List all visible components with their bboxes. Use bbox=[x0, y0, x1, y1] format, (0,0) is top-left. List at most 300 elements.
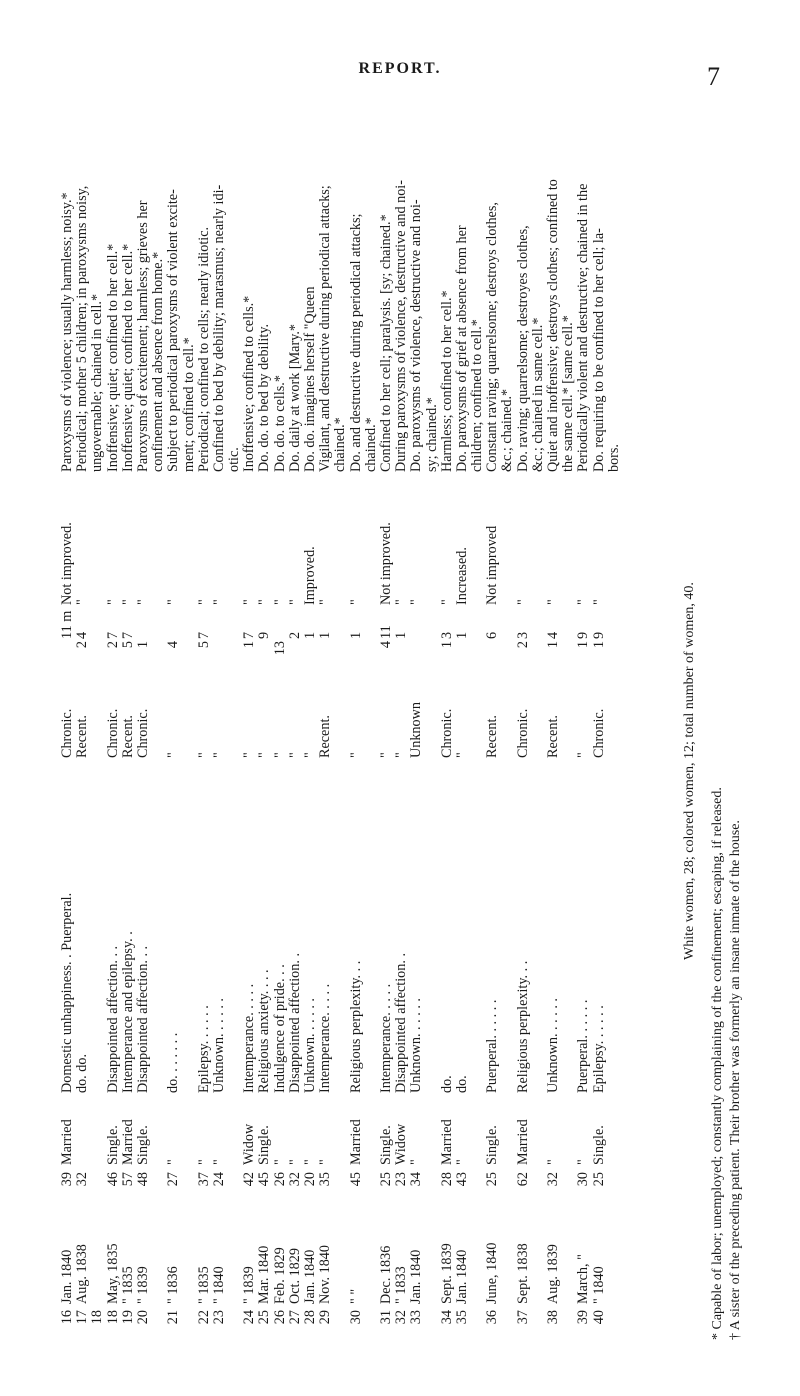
row-number: 38 bbox=[545, 1310, 561, 1325]
row-form bbox=[531, 678, 546, 758]
row-civil-state bbox=[333, 1097, 348, 1165]
row-months bbox=[364, 609, 379, 639]
row-civil-state bbox=[607, 1097, 622, 1165]
row-state: " bbox=[256, 599, 273, 605]
row-date bbox=[607, 1204, 622, 1304]
row-cause: do. bbox=[438, 1075, 455, 1093]
row-date: " 1840 bbox=[590, 1266, 607, 1304]
row-state: Not improved. bbox=[59, 522, 75, 605]
row-date bbox=[182, 1204, 197, 1304]
row-cause bbox=[182, 763, 197, 1093]
row-months: 4 bbox=[545, 631, 561, 639]
row-number bbox=[364, 1310, 379, 1340]
row-form: " bbox=[210, 752, 227, 758]
row-state bbox=[90, 475, 105, 605]
row-months bbox=[90, 609, 105, 639]
row-date: " " bbox=[347, 1288, 364, 1304]
row-form: Unknown bbox=[408, 702, 425, 758]
row-civil-state bbox=[182, 1097, 197, 1165]
row-civil-state: Single. bbox=[134, 1125, 151, 1165]
row-cause: Puerperal. . . . . . bbox=[484, 999, 501, 1093]
row-date: June, 1840 bbox=[484, 1242, 501, 1304]
row-remarks: Paroxysms of violence; usually harmless; noisy.* bbox=[59, 192, 75, 472]
row-civil-state: Single. bbox=[590, 1125, 607, 1165]
row-state bbox=[227, 475, 242, 605]
row-state: " bbox=[545, 599, 561, 605]
row-months: 3 bbox=[514, 631, 531, 639]
row-date bbox=[333, 1204, 348, 1304]
row-form: Recent. bbox=[74, 715, 91, 758]
row-date: Sept. 1838 bbox=[514, 1243, 531, 1304]
row-months bbox=[425, 609, 440, 639]
row-years bbox=[333, 641, 348, 675]
row-form bbox=[182, 678, 197, 758]
row-age bbox=[470, 1172, 485, 1200]
row-months: 1 bbox=[453, 631, 470, 639]
row-age: 30 bbox=[575, 1172, 592, 1187]
row-age: 46 bbox=[104, 1172, 121, 1187]
row-date: March, " bbox=[575, 1254, 592, 1304]
row-civil-state: Single. bbox=[104, 1125, 121, 1165]
row-form: " bbox=[271, 752, 288, 758]
row-remarks: Constant raving; quarrelsome; destroys clothes, bbox=[484, 202, 501, 472]
column-age bbox=[60, 1172, 622, 1200]
row-date: " 1833 bbox=[393, 1266, 410, 1304]
row-state: " bbox=[74, 599, 91, 605]
row-cause: Unknown. . . . . . bbox=[302, 998, 318, 1093]
row-remarks: Periodically violent and destructive; chained in the bbox=[575, 183, 592, 472]
row-number: 34 bbox=[438, 1310, 455, 1325]
row-date bbox=[500, 1204, 515, 1304]
row-remarks: Do. daily at work [Mary.* bbox=[286, 323, 303, 472]
row-age: 48 bbox=[134, 1172, 151, 1187]
row-remarks: ment; confined to cell.* bbox=[180, 337, 197, 472]
row-form bbox=[333, 678, 348, 758]
row-years: 4 bbox=[377, 641, 394, 649]
row-form: Recent. bbox=[545, 715, 561, 758]
row-date: Jan. 1840 bbox=[59, 1249, 75, 1304]
row-form bbox=[90, 678, 105, 758]
row-months bbox=[470, 609, 485, 639]
row-state: " bbox=[165, 599, 182, 605]
row-state bbox=[607, 475, 622, 605]
row-date: " 1840 bbox=[210, 1266, 227, 1304]
running-title: REPORT. bbox=[358, 60, 442, 77]
row-state: " bbox=[241, 599, 258, 605]
row-state: Improved. bbox=[302, 546, 318, 605]
row-date: " 1835 bbox=[119, 1266, 136, 1304]
row-number: 25 bbox=[256, 1310, 273, 1325]
row-remarks: Inoffensive; confined to cells.* bbox=[241, 295, 258, 472]
row-years: 1 bbox=[134, 641, 151, 649]
row-date: Feb. 1829 bbox=[271, 1247, 288, 1304]
row-months bbox=[212, 609, 227, 639]
row-months bbox=[227, 609, 242, 639]
row-years bbox=[60, 641, 75, 675]
page-number: 7 bbox=[707, 62, 720, 91]
row-cause: Religious perplexity. . . bbox=[347, 960, 364, 1093]
row-cause: Domestic unhappiness. . Puerperal. bbox=[59, 892, 75, 1093]
row-months bbox=[166, 609, 181, 639]
row-months: 11 m bbox=[59, 610, 75, 639]
row-civil-state: Married bbox=[514, 1119, 531, 1165]
column-date-admitted bbox=[60, 1204, 622, 1304]
row-number: 28 bbox=[302, 1310, 318, 1325]
row-months: 1 bbox=[393, 631, 410, 639]
row-years bbox=[561, 641, 576, 675]
row-remarks: &c.; chained.* bbox=[499, 388, 516, 472]
row-date: Aug. 1839 bbox=[545, 1244, 561, 1304]
row-months: 2 bbox=[286, 631, 303, 639]
row-age bbox=[90, 1172, 105, 1200]
row-age: 57 bbox=[119, 1172, 136, 1187]
row-state: " bbox=[134, 599, 151, 605]
row-form: " bbox=[165, 752, 182, 758]
row-civil-state bbox=[75, 1097, 90, 1165]
row-years: 2 bbox=[74, 641, 91, 649]
row-remarks: children; confined to cell.* bbox=[469, 319, 486, 472]
row-cause: Religious perplexity. . . bbox=[514, 960, 531, 1093]
row-cause bbox=[561, 763, 576, 1093]
row-remarks: chained.* bbox=[362, 417, 379, 472]
row-state: Increased. bbox=[453, 547, 470, 605]
row-date bbox=[364, 1204, 379, 1304]
row-form: Chronic. bbox=[134, 708, 151, 758]
row-remarks: bors. bbox=[605, 444, 622, 472]
row-state bbox=[531, 475, 546, 605]
row-cause: Disappointed affection. . . bbox=[104, 945, 121, 1093]
row-remarks: Vigilant, and destructive during periodical attacks; bbox=[317, 185, 334, 472]
row-months bbox=[409, 609, 424, 639]
row-cause bbox=[90, 763, 105, 1093]
row-cause bbox=[607, 763, 622, 1093]
row-civil-state: Single. bbox=[377, 1125, 394, 1165]
row-years bbox=[409, 641, 424, 675]
row-age: 20 bbox=[302, 1172, 318, 1187]
row-remarks: Inoffensive; quiet; confined to her cell.* bbox=[104, 243, 121, 472]
row-form: Recent. bbox=[317, 715, 334, 758]
row-state bbox=[333, 475, 348, 605]
row-form: Recent. bbox=[119, 715, 136, 758]
row-months: 4 bbox=[74, 631, 91, 639]
row-number: 19 bbox=[119, 1310, 136, 1325]
row-years bbox=[227, 641, 242, 675]
row-remarks: Do. do. to bed by debility. bbox=[256, 323, 273, 472]
row-years bbox=[288, 641, 303, 675]
row-date: Jan. 1840 bbox=[453, 1249, 470, 1304]
row-number bbox=[531, 1310, 546, 1340]
row-number: 23 bbox=[210, 1310, 227, 1325]
row-number: 30 bbox=[347, 1310, 364, 1325]
row-date bbox=[90, 1204, 105, 1304]
row-form bbox=[227, 678, 242, 758]
row-number: 17 bbox=[74, 1310, 91, 1325]
row-months: 1 bbox=[302, 631, 318, 639]
row-number bbox=[561, 1310, 576, 1340]
row-remarks: otic. bbox=[226, 447, 243, 472]
row-number: 29 bbox=[317, 1310, 334, 1325]
row-date: Oct. 1829 bbox=[286, 1248, 303, 1304]
row-age bbox=[333, 1172, 348, 1200]
row-age: 25 bbox=[377, 1172, 394, 1187]
footnote-2: † A sister of the preceding patient. Their brother was formerly an insane inmate of the house. bbox=[728, 820, 743, 1340]
row-months: 9 bbox=[575, 631, 592, 639]
row-years bbox=[318, 641, 333, 675]
row-years: 1 bbox=[575, 641, 592, 649]
row-civil-state: " bbox=[271, 1159, 288, 1165]
row-state bbox=[470, 475, 485, 605]
row-date bbox=[470, 1204, 485, 1304]
row-cause: Intemperance. . . . . bbox=[377, 983, 394, 1093]
row-age: 26 bbox=[271, 1172, 288, 1187]
row-remarks: Do. requiring to be confined to her cell; la- bbox=[590, 228, 607, 472]
row-months bbox=[151, 609, 166, 639]
footnote-1: * Capable of labor; unemployed; constantly complaining of the confinement; escaping, if released. bbox=[710, 787, 725, 1340]
row-remarks: chained.* bbox=[332, 417, 349, 472]
row-date: " 1836 bbox=[165, 1266, 182, 1304]
row-remarks: ungovernable; chained in cell.* bbox=[89, 293, 106, 472]
row-years: 1 bbox=[590, 641, 607, 649]
row-age bbox=[561, 1172, 576, 1200]
row-number bbox=[151, 1310, 166, 1340]
row-civil-state: " bbox=[317, 1159, 334, 1165]
row-number: 18 bbox=[89, 1310, 106, 1325]
row-civil-state: Single. bbox=[484, 1125, 501, 1165]
row-form: " bbox=[393, 752, 410, 758]
row-cause: Epilepsy. . . . . . bbox=[195, 1005, 212, 1093]
row-number: 21 bbox=[165, 1310, 182, 1325]
row-civil-state: Married bbox=[119, 1119, 136, 1165]
column-present-state bbox=[60, 475, 622, 605]
row-months: 11 bbox=[377, 625, 394, 639]
row-civil-state: " bbox=[575, 1159, 592, 1165]
row-civil-state bbox=[561, 1097, 576, 1165]
row-number: 16 bbox=[59, 1310, 75, 1325]
column-civil-state bbox=[60, 1097, 622, 1165]
row-months: 6 bbox=[484, 631, 501, 639]
row-months: 7 bbox=[241, 631, 258, 639]
row-state: Not improved bbox=[484, 525, 501, 605]
row-cause: Religious anxiety. . . . bbox=[256, 969, 273, 1093]
row-months bbox=[531, 609, 546, 639]
row-number: 31 bbox=[377, 1310, 394, 1325]
running-head bbox=[0, 60, 800, 91]
row-civil-state bbox=[470, 1097, 485, 1165]
row-remarks: Harmless; confined to her cell.* bbox=[438, 290, 455, 472]
row-civil-state: " bbox=[408, 1159, 425, 1165]
row-civil-state bbox=[531, 1097, 546, 1165]
row-months: 7 bbox=[104, 631, 121, 639]
row-months bbox=[333, 609, 348, 639]
row-age: 35 bbox=[317, 1172, 334, 1187]
row-form: Chronic. bbox=[514, 708, 531, 758]
row-number: 18 bbox=[104, 1310, 121, 1325]
row-months bbox=[561, 609, 576, 639]
row-number: 40 bbox=[590, 1310, 607, 1325]
row-civil-state: Widow bbox=[241, 1123, 258, 1165]
row-years: 5 bbox=[119, 641, 136, 649]
row-years: 2 bbox=[104, 641, 121, 649]
row-years: 1 bbox=[241, 641, 258, 649]
row-years bbox=[151, 641, 166, 675]
row-years bbox=[607, 641, 622, 675]
row-civil-state: Single. bbox=[256, 1125, 273, 1165]
row-age: 37 bbox=[195, 1172, 212, 1187]
row-remarks: Do. do. imagines herself "Queen bbox=[302, 286, 318, 472]
row-civil-state bbox=[500, 1097, 515, 1165]
row-age: 43 bbox=[453, 1172, 470, 1187]
row-years: 1 bbox=[545, 641, 561, 649]
row-cause: Epilepsy. . . . . . bbox=[590, 1005, 607, 1093]
row-civil-state: " bbox=[545, 1159, 561, 1165]
row-date: Jan. 1840 bbox=[408, 1249, 425, 1304]
row-remarks: Inoffensive; quiet; confined to her cell.* bbox=[119, 243, 136, 472]
row-form bbox=[470, 678, 485, 758]
row-cause: Puerperal. . . . . . bbox=[575, 999, 592, 1093]
row-years bbox=[257, 641, 272, 675]
row-date: Jan. 1840 bbox=[302, 1249, 318, 1304]
row-form: " bbox=[377, 752, 394, 758]
row-remarks: Subject to periodical paroxysms of violent excite- bbox=[165, 189, 182, 472]
row-civil-state bbox=[90, 1097, 105, 1165]
row-civil-state: Married bbox=[438, 1119, 455, 1165]
row-months bbox=[182, 609, 197, 639]
column-cause bbox=[60, 763, 622, 1093]
row-cause: Intemperance. . . . . bbox=[241, 983, 258, 1093]
row-remarks: Do. raving; quarrelsome; destroyes clothes, bbox=[514, 225, 531, 472]
row-months: 1 bbox=[347, 631, 364, 639]
row-years bbox=[500, 641, 515, 675]
row-remarks: Paroxysms of excitement; harmless; grieves her bbox=[134, 200, 151, 472]
row-number bbox=[425, 1310, 440, 1340]
row-state: " bbox=[210, 599, 227, 605]
row-remarks: Quiet and inoffensive; destroys clothes; confined to bbox=[545, 179, 561, 472]
row-cause bbox=[425, 763, 440, 1093]
row-cause bbox=[227, 763, 242, 1093]
row-form bbox=[364, 678, 379, 758]
row-date bbox=[227, 1204, 242, 1304]
row-state: " bbox=[393, 599, 410, 605]
row-state: " bbox=[195, 599, 212, 605]
row-cause: Unknown. . . . . . bbox=[545, 998, 561, 1093]
summary-line: White women, 28; colored women, 12; total number of women, 40. bbox=[682, 582, 697, 960]
row-number: 35 bbox=[453, 1310, 470, 1325]
row-cause bbox=[364, 763, 379, 1093]
row-number: 33 bbox=[408, 1310, 425, 1325]
row-civil-state: Widow bbox=[393, 1123, 410, 1165]
row-civil-state: " bbox=[210, 1159, 227, 1165]
row-state bbox=[364, 475, 379, 605]
row-cause: Disappointed affection. . bbox=[393, 953, 410, 1093]
row-age: 39 bbox=[59, 1172, 75, 1187]
row-civil-state: " bbox=[195, 1159, 212, 1165]
row-state: " bbox=[590, 599, 607, 605]
row-months: 3 bbox=[438, 631, 455, 639]
row-state bbox=[561, 475, 576, 605]
row-form: " bbox=[575, 752, 592, 758]
row-years: 2 bbox=[514, 641, 531, 649]
row-form: Recent. bbox=[484, 715, 501, 758]
row-date: Aug. 1838 bbox=[74, 1244, 91, 1304]
row-state: " bbox=[575, 599, 592, 605]
row-months bbox=[607, 609, 622, 639]
row-form: " bbox=[347, 752, 364, 758]
row-age bbox=[227, 1172, 242, 1200]
row-number: 36 bbox=[484, 1310, 501, 1325]
row-age: 25 bbox=[590, 1172, 607, 1187]
row-number bbox=[607, 1310, 622, 1340]
row-civil-state: Married bbox=[347, 1119, 364, 1165]
row-age bbox=[151, 1172, 166, 1200]
row-number: 39 bbox=[575, 1310, 592, 1325]
row-age bbox=[531, 1172, 546, 1200]
row-age: 25 bbox=[484, 1172, 501, 1187]
row-age: 45 bbox=[256, 1172, 273, 1187]
row-years bbox=[425, 641, 440, 675]
row-remarks: Do. and destructive during periodical attacks; bbox=[347, 213, 364, 472]
row-remarks: &c.; chained in same cell.* bbox=[529, 317, 546, 472]
column-remarks bbox=[60, 92, 622, 472]
row-remarks: confinement and absence from home.* bbox=[150, 251, 167, 472]
row-date bbox=[561, 1204, 576, 1304]
row-months bbox=[136, 609, 151, 639]
row-state bbox=[182, 475, 197, 605]
row-state: " bbox=[347, 599, 364, 605]
row-cause: Indulgence of pride. . . bbox=[271, 964, 288, 1093]
row-date: " 1839 bbox=[134, 1266, 151, 1304]
row-months: 7 bbox=[195, 631, 212, 639]
row-state bbox=[500, 475, 515, 605]
row-number: 20 bbox=[134, 1310, 151, 1325]
row-form: Chronic. bbox=[438, 708, 455, 758]
row-form bbox=[151, 678, 166, 758]
row-civil-state: Married bbox=[59, 1119, 75, 1165]
row-number: 26 bbox=[271, 1310, 288, 1325]
row-years: 13 bbox=[271, 641, 288, 656]
row-remarks: Periodical; confined to cells; nearly idiotic. bbox=[195, 226, 212, 472]
row-date: Mar. 1840 bbox=[256, 1245, 273, 1304]
row-years bbox=[531, 641, 546, 675]
row-form: " bbox=[241, 752, 258, 758]
row-years bbox=[182, 641, 197, 675]
row-date bbox=[151, 1204, 166, 1304]
row-form: " bbox=[453, 752, 470, 758]
column-duration-years bbox=[60, 641, 622, 675]
row-age: 28 bbox=[438, 1172, 455, 1187]
row-form bbox=[607, 678, 622, 758]
row-age: 23 bbox=[393, 1172, 410, 1187]
row-number: 24 bbox=[241, 1310, 258, 1325]
row-number: 37 bbox=[514, 1310, 531, 1325]
row-cause bbox=[500, 763, 515, 1093]
row-years bbox=[455, 641, 470, 675]
row-date: Sept. 1839 bbox=[438, 1243, 455, 1304]
row-civil-state bbox=[425, 1097, 440, 1165]
row-remarks: the same cell.* [same cell.* bbox=[560, 315, 577, 472]
row-remarks: Do. paroxysms of grief at absence from her bbox=[453, 225, 470, 472]
row-cause bbox=[151, 763, 166, 1093]
row-age: 62 bbox=[514, 1172, 531, 1187]
row-months: 9 bbox=[590, 631, 607, 639]
row-state bbox=[425, 475, 440, 605]
row-months: 1 bbox=[317, 631, 334, 639]
row-cause: Unknown. . . . . . bbox=[210, 998, 227, 1093]
row-number bbox=[227, 1310, 242, 1340]
row-state: " bbox=[119, 599, 136, 605]
row-remarks: During paroxysms of violence, destructive and noi- bbox=[393, 180, 410, 472]
row-years: 4 bbox=[165, 641, 182, 649]
row-state: Not improved. bbox=[377, 522, 394, 605]
